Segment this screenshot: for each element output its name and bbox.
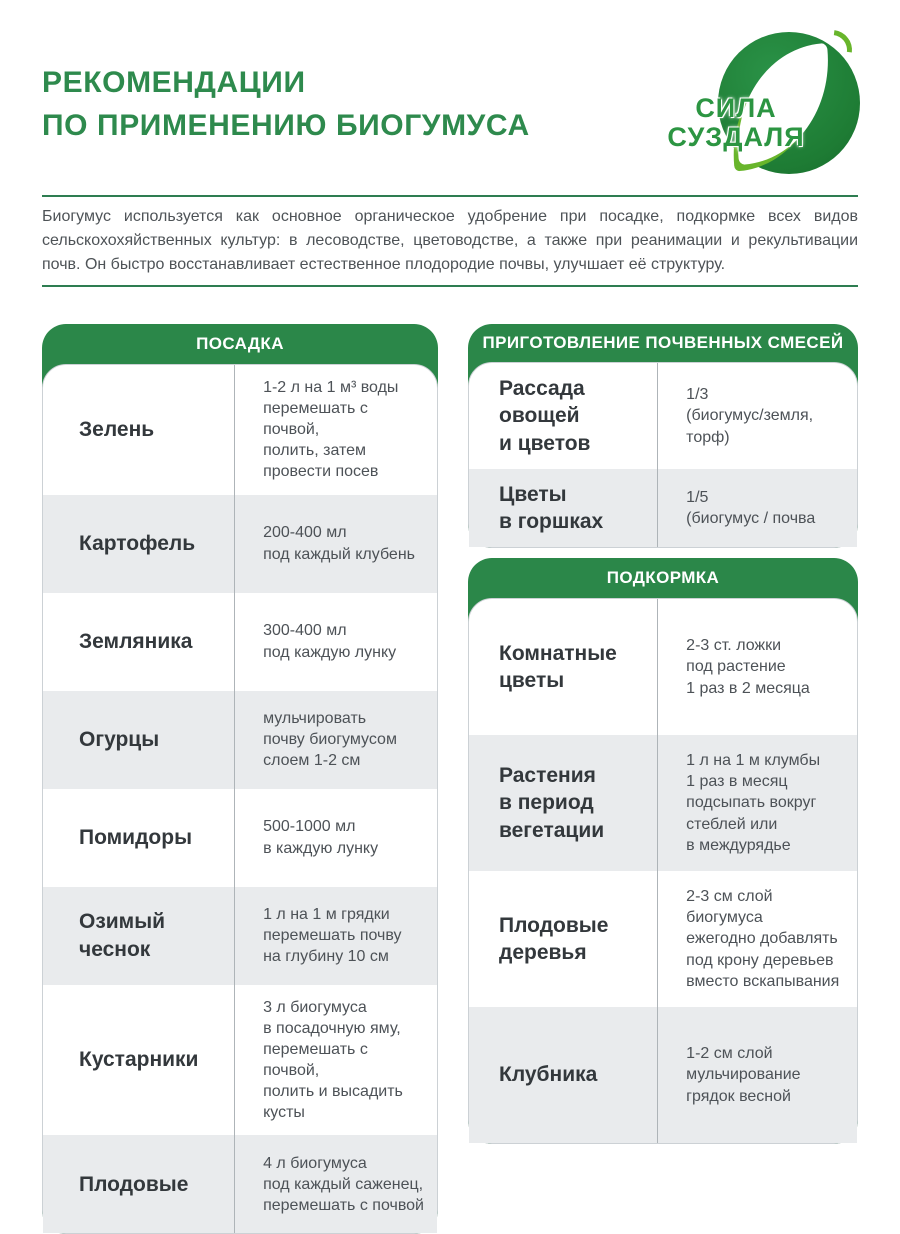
row-label: Земляника bbox=[79, 629, 193, 653]
row-value: 3 л биогумуса в посадочную яму, перемешать с почвой, полить и высадить кусты bbox=[234, 985, 437, 1136]
row-label: Цветы в горшках bbox=[499, 482, 604, 534]
table-smesi bbox=[468, 324, 858, 548]
table-podkormka-header: ПОДКОРМКА bbox=[606, 568, 720, 587]
row-value: 500-1000 мл в каждую лунку bbox=[234, 789, 437, 887]
row-label: Комнатные цветы bbox=[499, 641, 617, 692]
row-label: Озимый чеснок bbox=[79, 910, 166, 961]
table-row bbox=[43, 887, 437, 985]
row-value: 4 л биогумуса под каждый саженец, перемешать с почвой bbox=[234, 1135, 437, 1233]
table-row bbox=[469, 599, 857, 735]
table-row bbox=[469, 735, 857, 871]
row-value: 200-400 мл под каждый клубень bbox=[234, 495, 437, 593]
table-posadka-body bbox=[42, 364, 438, 1234]
row-value: 1/5 (биогумус / почва bbox=[657, 469, 857, 548]
table-posadka-header: ПОСАДКА bbox=[196, 334, 284, 353]
row-value: 1-2 л на 1 м³ воды перемешать с почвой, полить, затем провести посев bbox=[234, 365, 437, 495]
row-value: 2-3 ст. ложки под растение 1 раз в 2 месяца bbox=[657, 599, 857, 735]
table-row bbox=[469, 469, 857, 548]
row-label: Помидоры bbox=[79, 825, 193, 849]
row-label: Клубника bbox=[499, 1063, 598, 1087]
row-label: Рассада овощей и цветов bbox=[499, 377, 591, 455]
table-smesi-body bbox=[468, 362, 858, 548]
page-title: РЕКОМЕНДАЦИИ ПО ПРИМЕНЕНИЮ БИОГУМУСА bbox=[42, 66, 530, 142]
table-row bbox=[469, 363, 857, 469]
table-row bbox=[469, 871, 857, 1007]
row-value: 300-400 мл под каждую лунку bbox=[234, 593, 437, 691]
table-smesi-header: ПРИГОТОВЛЕНИЕ ПОЧВЕННЫХ СМЕСЕЙ bbox=[482, 333, 844, 352]
intro-paragraph: Биогумус используется как основное органическое удобрение при посадке, подкормке всех видов сельскохохяйственных культур: в лесоводстве, цветоводстве, а также при реанимации и рекультивации почв. Он быстро восстанавливает естественное плодородие почвы, улучшает её структуру. bbox=[42, 208, 858, 273]
table-row bbox=[43, 365, 437, 495]
row-value: 1 л на 1 м клумбы 1 раз в месяц подсыпать вокруг стеблей или в междурядье bbox=[657, 735, 857, 871]
row-label: Зелень bbox=[79, 418, 155, 442]
divider-bottom bbox=[42, 285, 858, 287]
row-label: Кустарники bbox=[79, 1048, 199, 1072]
table-row bbox=[43, 691, 437, 789]
logo-line-2: СУЗДАЛЯ bbox=[667, 122, 805, 152]
table-posadka bbox=[42, 324, 438, 1234]
table-podkormka bbox=[468, 558, 858, 1144]
row-value: 1 л на 1 м грядки перемешать почву на глубину 10 см bbox=[234, 887, 437, 985]
table-row bbox=[43, 1135, 437, 1233]
table-row bbox=[43, 985, 437, 1136]
table-podkormka-body bbox=[468, 598, 858, 1144]
row-value: 1-2 см слой мульчирование грядок весной bbox=[657, 1007, 857, 1143]
row-label: Плодовые деревья bbox=[499, 913, 609, 964]
logo-wordmark bbox=[648, 94, 824, 152]
row-label: Плодовые bbox=[79, 1172, 189, 1196]
row-label: Огурцы bbox=[79, 727, 160, 751]
row-label: Растения в период вегетации bbox=[499, 764, 605, 842]
table-row bbox=[43, 593, 437, 691]
row-value: 1/3 (биогумус/земля, торф) bbox=[657, 363, 857, 469]
table-row bbox=[43, 789, 437, 887]
logo-line-1: СИЛА bbox=[695, 93, 777, 123]
divider-top bbox=[42, 195, 858, 197]
row-label: Картофель bbox=[79, 531, 196, 555]
brand-logo bbox=[618, 22, 862, 182]
table-row bbox=[469, 1007, 857, 1143]
row-value: 2-3 см слой биогумуса ежегодно добавлять под крону деревьев вместо вскапывания bbox=[657, 871, 857, 1007]
row-value: мульчировать почву биогумусом слоем 1-2 см bbox=[234, 691, 437, 789]
table-row bbox=[43, 495, 437, 593]
